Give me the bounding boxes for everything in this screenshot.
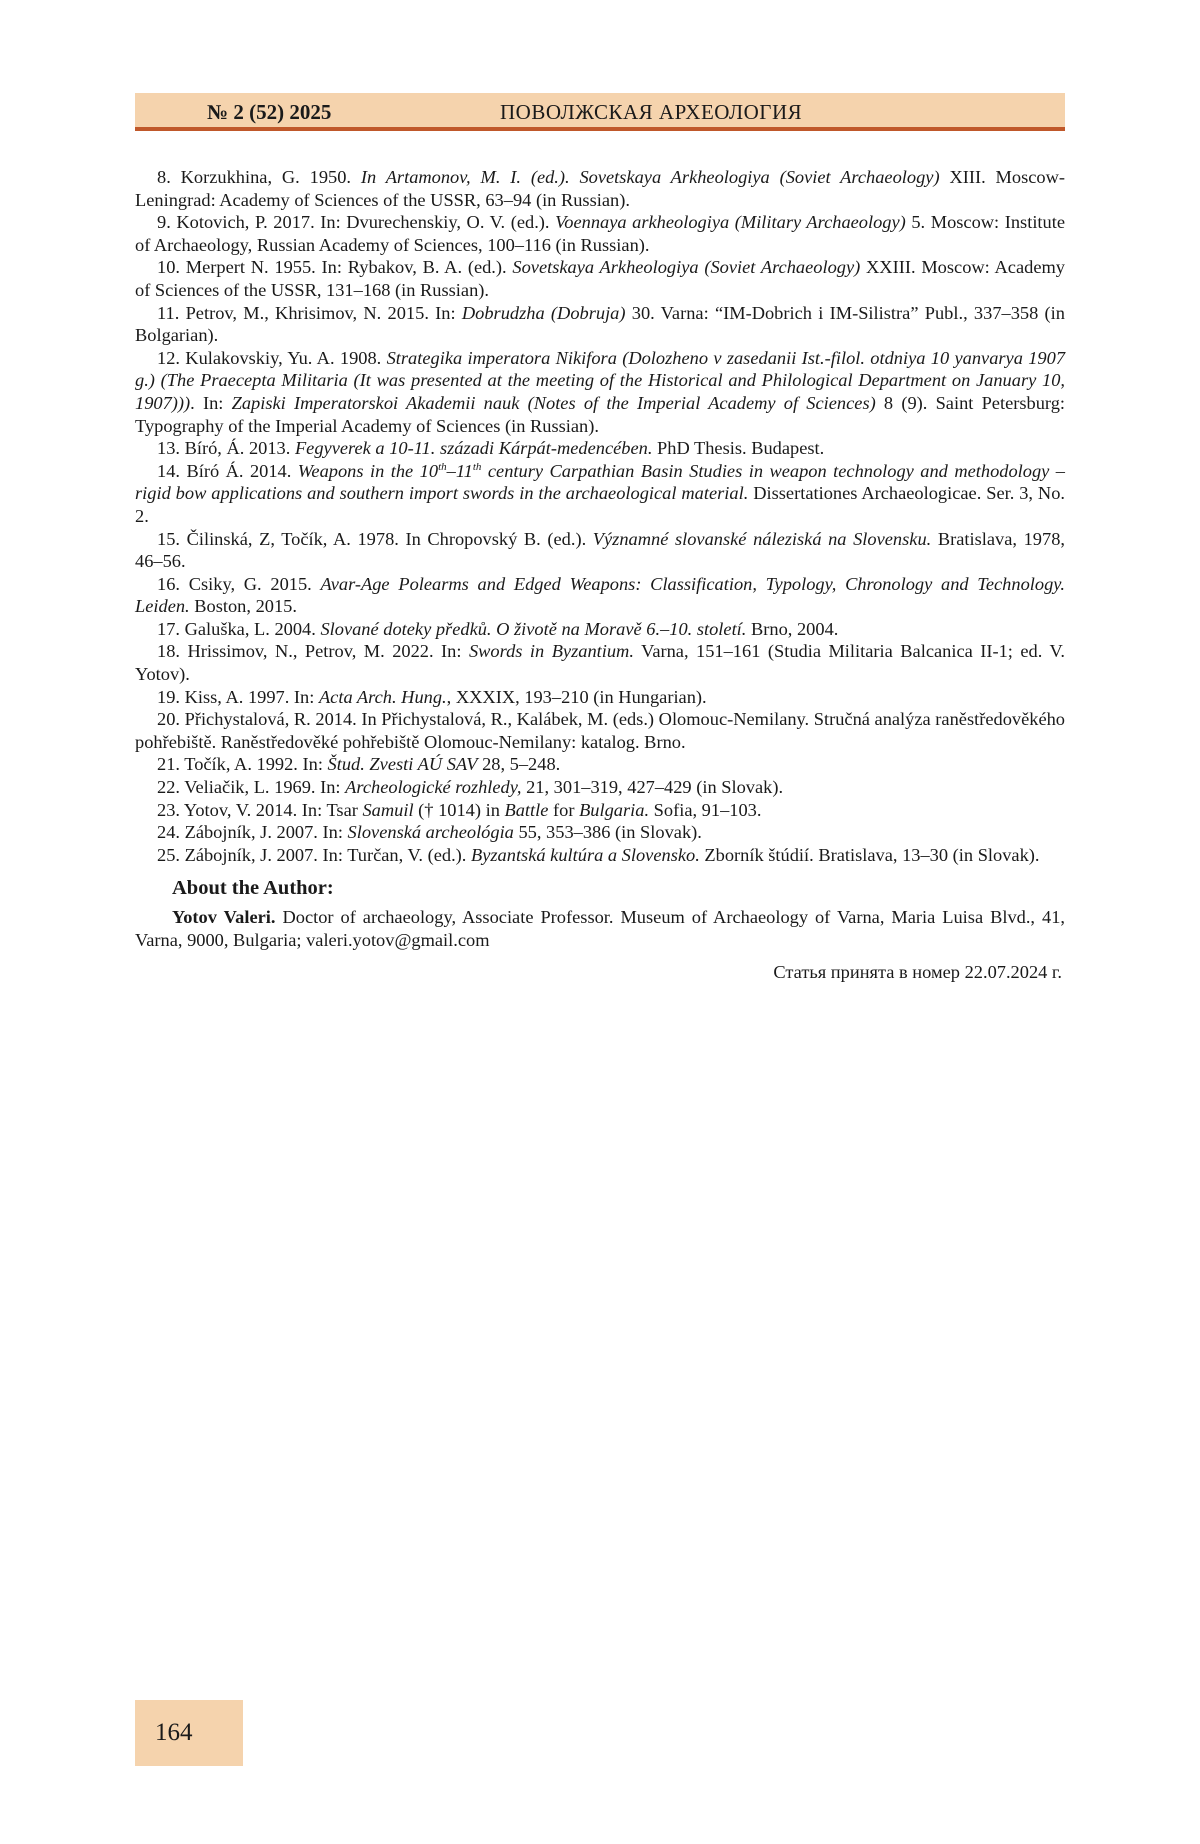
reference-item (135, 844, 1065, 867)
reference-italic-text: Významné slovanské náleziská na Slovensku. (592, 528, 932, 549)
reference-text: 55, 353–386 (in Slovak). (513, 822, 702, 843)
about-author-heading: About the Author: (172, 877, 334, 900)
reference-italic-text: Dobrudzha (Dobruja) (461, 302, 626, 323)
reference-item (135, 708, 1065, 753)
reference-item (135, 640, 1065, 685)
reference-text: 23. Yotov, V. 2014. In: Tsar (157, 799, 363, 820)
reference-text: Boston, 2015. (189, 596, 297, 617)
reference-list (135, 166, 1065, 866)
reference-text: XXIII. Moscow: Academy of Sciences of the USSR, 131–168 (in Russian). (135, 257, 1065, 300)
reference-text: 21, 301–319, 427–429 (in Slovak). (521, 777, 784, 798)
reference-text: 14. Bíró Á. 2014. (157, 460, 298, 481)
reference-text: 15. Čilinská, Z, Točík, A. 1978. In Chropovský B. (ed.). (157, 528, 593, 549)
reference-text: 28, 5–248. (477, 754, 561, 775)
reference-text: XIII. Moscow-Leningrad: Academy of Sciences of the USSR, 63–94 (in Russian). (135, 167, 1066, 210)
author-info (135, 906, 1065, 951)
reference-italic-text: Byzantská kultúra a Slovensko. (471, 844, 700, 865)
reference-text: 5. Moscow: Institute of Archaeology, Russian Academy of Sciences, 100–116 (in Russian). (135, 212, 1066, 255)
reference-text: 24. Zábojník, J. 2007. In: (157, 822, 348, 843)
reference-text: Sofia, 91–103. (649, 799, 762, 820)
reference-italic-text: In Artamonov, M. I. (ed.). Sovetskaya Arkheologiya (Soviet Archaeology) (360, 167, 940, 187)
reference-text: Bratislava, 1978, 46–56. (135, 528, 1065, 572)
reference-text: 18. Hrissimov, N., Petrov, M. 2022. In: (157, 641, 469, 662)
reference-text: († 1014) in (413, 799, 505, 820)
reference-item (135, 776, 1065, 799)
reference-item (135, 528, 1065, 573)
reference-italic-text: Voennaya arkheologiya (Military Archaeology) (555, 212, 906, 233)
reference-text: 10. Merpert N. 1955. In: Rybakov, B. A. (ed.). (157, 257, 513, 278)
reference-italic-text: Avar-Age Polearms and Edged Weapons: Classification, Typology, Chronology and Technology. Leiden. (135, 573, 1066, 617)
acceptance-note: Статья принята в номер 22.07.2024 г. (773, 961, 1062, 982)
reference-text: for (548, 799, 580, 820)
reference-text: 11. Petrov, M., Khrisimov, N. 2015. In: (157, 302, 462, 323)
reference-italic-text: century Carpathian Basin Studies in weapon technology and methodology – rigid bow applications and southern import swords in the archaeological material. (135, 460, 1065, 504)
reference-text: 16. Csiky, G. 2015. (157, 573, 321, 594)
reference-italic-text: Slované doteky předků. O životě na Moravě 6.–10. století. (320, 618, 747, 639)
reference-item (135, 753, 1065, 776)
page-number-box (135, 1700, 243, 1766)
reference-italic-text: Strategika imperatora Nikifora (Dolozheno v zasedanii Ist.-filol. otdniya 10 yanvarya 1907 g.) (The Praecepta Militaria (It was presented at the meeting of the Historical and Philological Department on January 10, 1907))) (135, 347, 1066, 413)
page-number: 164 (155, 1719, 193, 1746)
reference-text: 9. Kotovich, P. 2017. In: Dvurechenskiy, O. V. (ed.). (157, 212, 556, 233)
reference-item (135, 686, 1065, 709)
reference-text: 12. Kulakovskiy, Yu. A. 1908. (157, 347, 387, 368)
reference-text: Brno, 2004. (746, 618, 839, 639)
reference-item (135, 302, 1065, 347)
reference-italic-text: Štud. Zvesti AÚ SAV (327, 754, 478, 775)
reference-italic-text: Bulgaria. (579, 799, 650, 820)
reference-italic-text: Acta Arch. Hung. (318, 686, 447, 707)
reference-item (135, 166, 1065, 211)
reference-text: 8. Korzukhina, G. 1950. (157, 167, 361, 187)
reference-italic-text: Swords in Byzantium. (468, 641, 634, 662)
reference-text: 25. Zábojník, J. 2007. In: Turčan, V. (ed.). (157, 844, 471, 865)
reference-text: 17. Galuška, L. 2004. (157, 618, 321, 639)
reference-text: , XXXIX, 193–210 (in Hungarian). (446, 686, 707, 707)
journal-title: ПОВОЛЖСКАЯ АРХЕОЛОГИЯ (500, 100, 803, 124)
reference-item (135, 347, 1065, 437)
reference-item (135, 460, 1065, 528)
reference-italic-text: Weapons in the 10 (297, 460, 439, 481)
reference-text: Varna, 151–161 (Studia Militaria Balcanica II-1; ed. V. Yotov). (135, 641, 1065, 685)
reference-italic-text: th (438, 460, 447, 473)
page-content (135, 166, 1065, 983)
reference-text: 8 (9). Saint Petersburg: Typography of the Imperial Academy of Sciences (in Russian). (135, 392, 1066, 436)
reference-italic-text: –11 (446, 460, 473, 481)
reference-text: 21. Točík, A. 1992. In: (157, 754, 328, 775)
reference-italic-text: Archeologické rozhledy, (345, 777, 522, 798)
reference-item (135, 256, 1065, 301)
reference-text: 19. Kiss, A. 1997. In: (157, 686, 319, 707)
reference-item (135, 437, 1065, 460)
reference-italic-text: Battle (504, 799, 549, 820)
reference-text: Dissertationes Archaeologicae. Ser. 3, No. 2. (135, 483, 1066, 526)
reference-text: 22. Veliačik, L. 1969. In: (157, 777, 346, 798)
reference-item (135, 799, 1065, 822)
author-details: Doctor of archaeology, Associate Professor. Museum of Archaeology of Varna, Maria Luisa Blvd., 41, Varna, 9000, Bulgaria; valeri.yotov@gmail.com (135, 907, 1065, 950)
reference-text: PhD Thesis. Budapest. (652, 438, 825, 459)
reference-item (135, 821, 1065, 844)
running-header (135, 93, 1065, 131)
author-name: Yotov Valeri. (172, 907, 276, 928)
reference-italic-text: Slovenská archeológia (347, 822, 514, 843)
reference-text: . In: (190, 392, 232, 413)
reference-text: 30. Varna: “IM-Dobrich i IM-Silistra” Publ., 337–358 (in Bolgarian). (135, 302, 1065, 346)
reference-italic-text: Sovetskaya Arkheologiya (Soviet Archaeology) (512, 257, 861, 278)
reference-text: 20. Přichystalová, R. 2014. In Přichystalová, R., Kalábek, M. (eds.) Olomouc-Nemilany. Stručná analýza raněstředověkého pohřebiště. Raněstředověké pohřebiště Olomouc-Nemilany: katalog. Brno. (135, 709, 1065, 752)
reference-item (135, 211, 1065, 256)
reference-italic-text: Fegyverek a 10-11. századi Kárpát-medencében. (294, 438, 653, 459)
reference-text: 13. Bíró, Á. 2013. (157, 438, 295, 459)
reference-italic-text: th (472, 460, 482, 473)
reference-italic-text: Samuil (362, 799, 414, 820)
issue-number: № 2 (52) 2025 (207, 100, 332, 124)
reference-item (135, 573, 1065, 618)
reference-text: Zborník štúdií. Bratislava, 13–30 (in Slovak). (699, 844, 1040, 865)
reference-item (135, 618, 1065, 641)
reference-italic-text: Zapiski Imperatorskoi Akademii nauk (Notes of the Imperial Academy of Sciences) (231, 392, 876, 413)
